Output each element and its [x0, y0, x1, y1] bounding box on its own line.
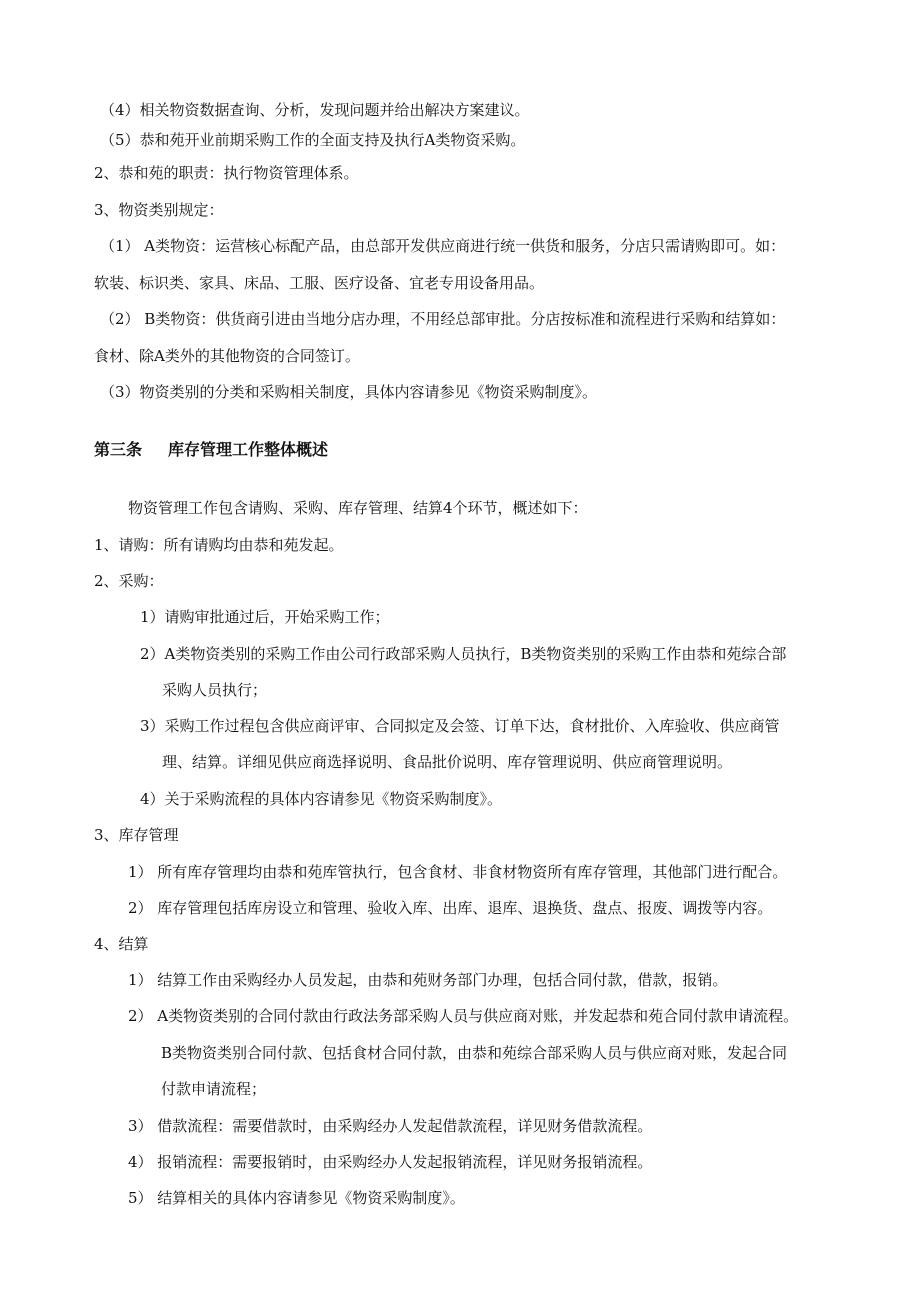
settlement-step-2-line1: 2） A类物资类别的合同付款由行政法务部采购人员与供应商对账，并发起恭和苑合同付款申请流程。	[128, 1007, 799, 1025]
intro-item-5: （5）恭和苑开业前期采购工作的全面支持及执行A类物资采购。	[100, 131, 526, 149]
procurement-step-4: 4）关于采购流程的具体内容请参见《物资采购制度》。	[140, 790, 503, 808]
category-b-line2: 食材、除A类外的其他物资的合同签订。	[94, 347, 360, 365]
paragraph-duties: 2、恭和苑的职责：执行物资管理体系。	[94, 164, 359, 182]
settlement-step-5: 5） 结算相关的具体内容请参见《物资采购制度》。	[128, 1189, 465, 1207]
category-a-line1: （1） A类物资：运营核心标配产品，由总部开发供应商进行统一供货和服务，分店只需请购即可。如：	[100, 237, 786, 255]
procurement-step-3-line1: 3）采购工作过程包含供应商评审、合同拟定及会签、订单下达，食材批价、入库验收、供应商管	[140, 717, 780, 735]
category-c-line: （3）物资类别的分类和采购相关制度，具体内容请参见《物资采购制度》。	[100, 383, 598, 401]
settlement-step-2-line3: 付款申请流程；	[161, 1080, 267, 1098]
settlement-step-2-line2: B类物资类别合同付款、包括食材合同付款，由恭和苑综合部采购人员与供应商对账，发起合同	[161, 1044, 788, 1062]
procurement-step-2-line1: 2）A类物资类别的采购工作由公司行政部采购人员执行，B类物资类别的采购工作由恭和苑综合部	[140, 645, 787, 663]
inventory-step-2: 2） 库存管理包括库房设立和管理、验收入库、出库、退库、退换货、盘点、报废、调拨等内容。	[128, 899, 773, 917]
settlement-step-4: 4） 报销流程：需要报销时，由采购经办人发起报销流程，详见财务报销流程。	[128, 1153, 653, 1171]
procurement-step-2-line2: 采购人员执行；	[162, 681, 268, 699]
intro-item-4: （4）相关物资数据查询、分析，发现问题并给出解决方案建议。	[100, 101, 530, 119]
item-procurement: 2、采购：	[94, 572, 164, 590]
section-title: 库存管理工作整体概述	[168, 440, 329, 459]
procurement-step-1: 1）请购审批通过后，开始采购工作；	[140, 608, 390, 626]
settlement-step-3: 3） 借款流程：需要借款时，由采购经办人发起借款流程，详见财务借款流程。	[128, 1117, 653, 1135]
category-a-line2: 软装、标识类、家具、床品、工服、医疗设备、宜老专用设备用品。	[94, 274, 545, 292]
section-number: 第三条	[94, 440, 143, 459]
item-inventory: 3、库存管理	[94, 826, 179, 844]
section-lead: 物资管理工作包含请购、采购、库存管理、结算4个环节，概述如下：	[128, 499, 588, 517]
item-requisition: 1、请购：所有请购均由恭和苑发起。	[94, 536, 344, 554]
section-heading	[94, 440, 328, 460]
settlement-step-1: 1） 结算工作由采购经办人员发起，由恭和苑财务部门办理，包括合同付款，借款，报销。	[128, 971, 728, 989]
category-b-line1: （2） B类物资：供货商引进由当地分店办理，不用经总部审批。分店按标准和流程进行采购和结算如：	[100, 310, 786, 328]
inventory-step-1: 1） 所有库存管理均由恭和苑库管执行，包含食材、非食材物资所有库存管理，其他部门进行配合。	[128, 863, 788, 881]
paragraph-categories: 3、物资类别规定：	[94, 201, 224, 219]
procurement-step-3-line2: 理、结算。详细见供应商选择说明、食品批价说明、库存管理说明、供应商管理说明。	[162, 753, 733, 771]
item-settlement: 4、结算	[94, 935, 149, 953]
